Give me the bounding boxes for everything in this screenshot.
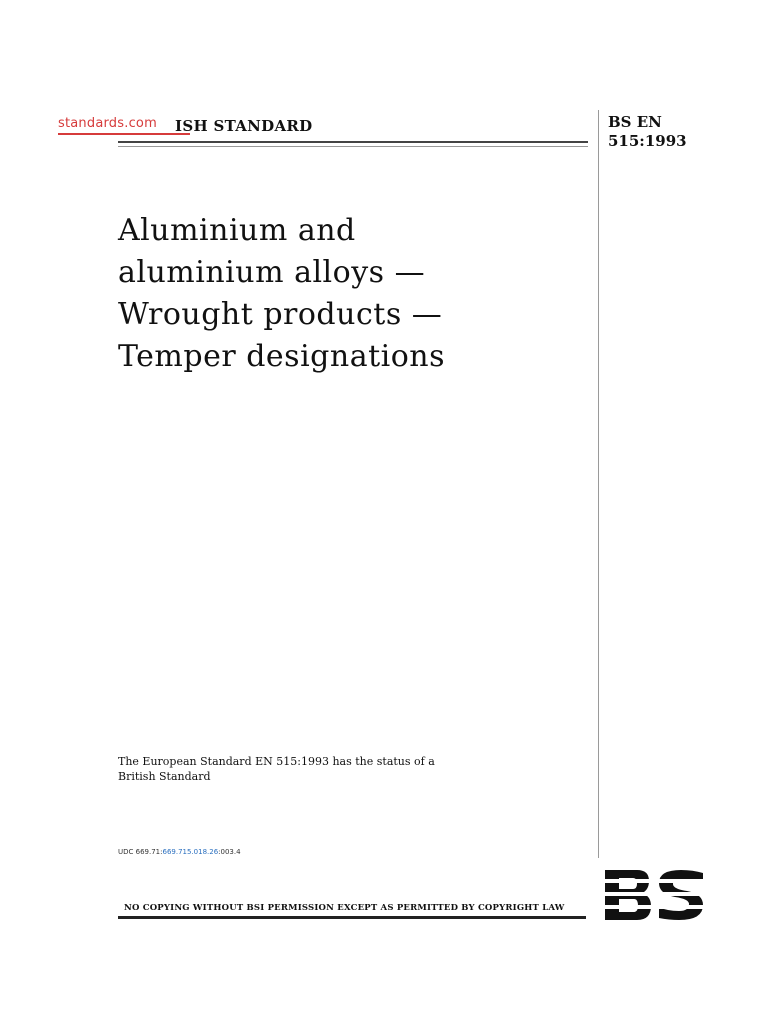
footer-rule [118, 916, 586, 919]
udc-highlighted: 669.715.018.26 [162, 848, 219, 856]
status-line2: British Standard [118, 770, 211, 783]
watermark-underline [58, 133, 190, 135]
document-title [118, 210, 588, 378]
header-title: ISH STANDARD [175, 117, 313, 135]
copyright-notice: NO COPYING WITHOUT BSI PERMISSION EXCEPT AS PERMITTED BY COPYRIGHT LAW [124, 903, 565, 913]
udc-suffix: :003.4 [218, 848, 241, 856]
document-title-line1: Aluminium and [118, 213, 356, 248]
status-line1: The European Standard EN 515:1993 has the status of a [118, 755, 435, 768]
watermark-text: standards.com [58, 116, 157, 131]
vertical-divider [598, 110, 599, 858]
standard-number [608, 113, 708, 151]
bsi-logo-icon [603, 870, 707, 920]
document-title-line3: Wrought products — [118, 297, 443, 332]
standard-number-line2: 515:1993 [608, 132, 687, 150]
header-rule [118, 141, 588, 143]
standard-number-line1: BS EN [608, 113, 662, 131]
document-title-line4: Temper designations [118, 339, 446, 374]
header-rule-thin [118, 146, 588, 147]
udc-prefix: UDC 669.71: [118, 848, 163, 856]
status-statement [118, 754, 538, 784]
udc-code [118, 848, 241, 856]
document-title-line2: aluminium alloys — [118, 255, 426, 290]
